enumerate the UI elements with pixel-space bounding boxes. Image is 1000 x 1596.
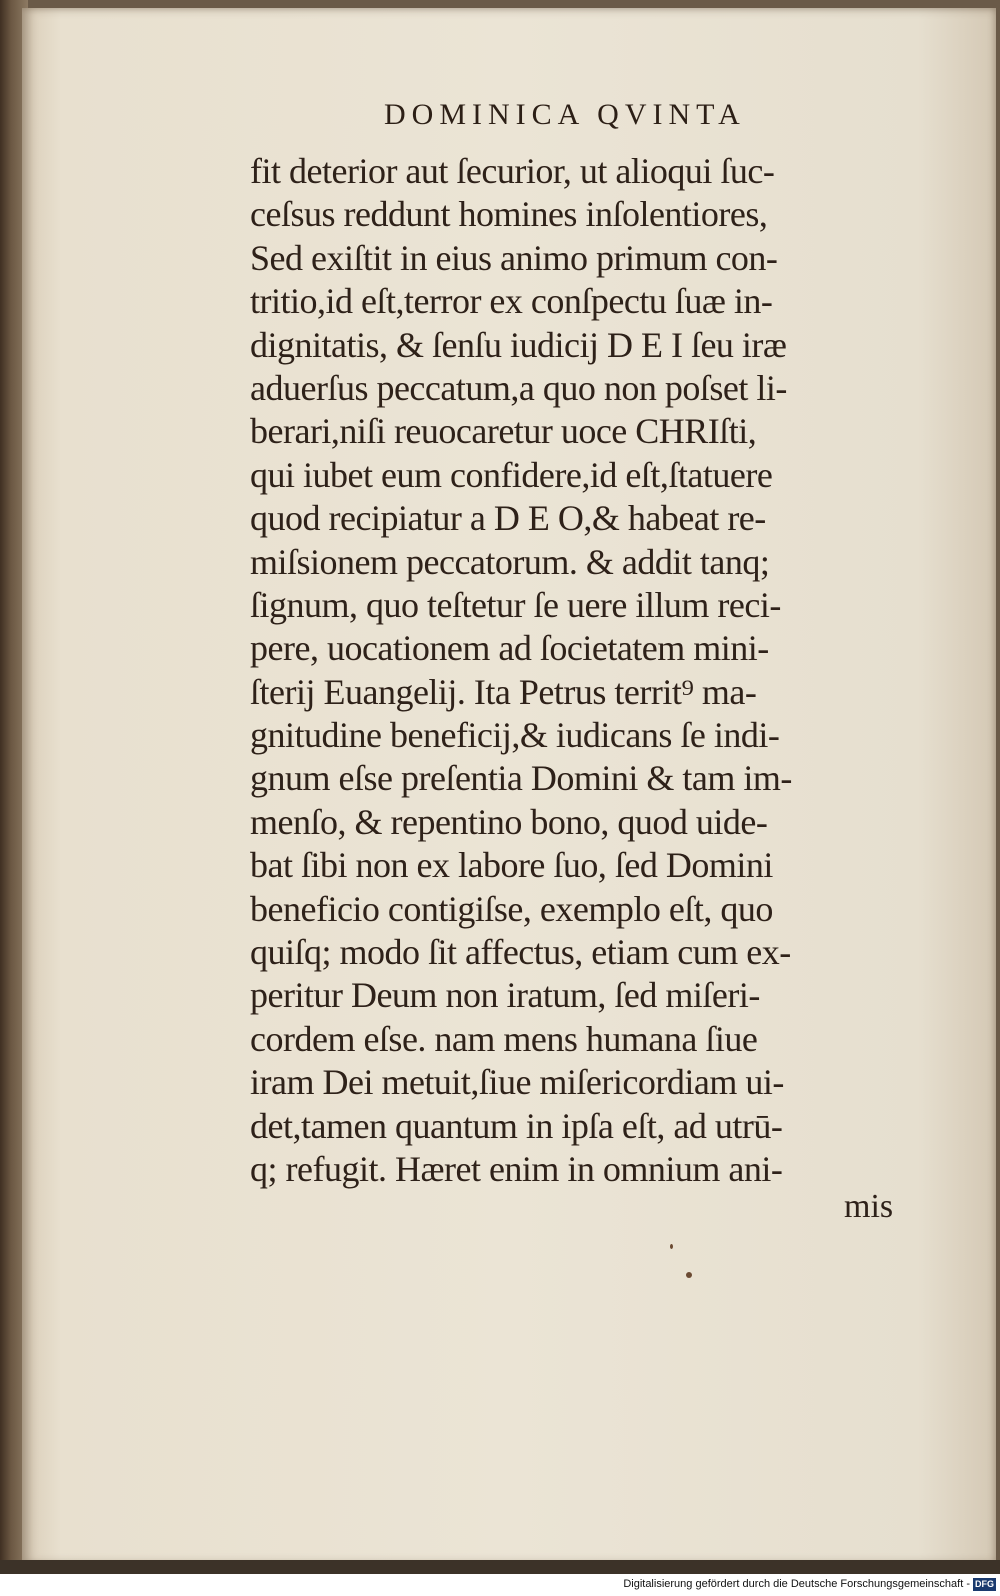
text-line: quiſq; modo ſit affectus, etiam cum ex- [250,932,791,973]
text-line: pere, uocationem ad ſocietatem mini- [250,628,769,669]
dfg-logo: DFG [975,1579,994,1589]
text-line: gnum eſse preſentia Domini & tam im- [250,758,792,799]
text-line: qui iubet eum confidere,id eſt,ſtatuere [250,454,773,495]
text-line: Sed exiſtit in eius animo primum con- [250,237,778,278]
text-line: tritio,id eſt,terror ex conſpectu ſuæ in- [250,281,773,322]
ink-speck [670,1244,673,1249]
text-line: peritur Deum non iratum, ſed miſeri- [250,975,760,1016]
text-line: berari,niſi reuocaretur uoce CHRIſti, [250,411,757,452]
text-line: fit deterior aut ſecurior, ut alioqui ſuc- [250,151,775,191]
text-line: iram Dei metuit,ſiue miſericordiam ui- [250,1062,784,1103]
digitization-credit: Digitalisierung gefördert durch die Deutsche Forschungsgemeinschaft - [623,1578,970,1590]
text-line: cordem eſse. nam mens humana ſiue [250,1018,758,1059]
text-line: dignitatis, & ſenſu iudicij D E I ſeu iræ [250,324,787,365]
text-line: beneficio contigiſse, exemplo eſt, quo [250,888,773,929]
body-text [250,150,920,1191]
text-line: bat ſibi non ex labore ſuo, ſed Domini [250,845,773,886]
text-line: aduerſus peccatum,a quo non poſset li- [250,367,787,408]
page-bottom-edge [0,1560,1000,1574]
text-line: ceſsus reddunt homines inſolentiores, [250,194,768,235]
text-line: q; refugit. Hæret enim in omnium ani- [250,1148,783,1189]
text-line: quod recipiatur a D E O,& habeat re- [250,498,766,539]
text-line: miſsionem peccatorum. & addit tanq; [250,541,770,582]
ink-speck [686,1272,692,1278]
catchword: mis [844,1188,894,1225]
text-line: ſterij Euangelij. Ita Petrus territ⁹ ma- [250,671,757,712]
running-head: DOMINICA QVINTA [384,98,746,131]
text-line: menſo, & repentino bono, quod uide- [250,801,768,842]
text-line: ſignum, quo teſtetur ſe uere illum reci- [250,584,781,625]
text-line: det,tamen quantum in ipſa eſt, ad utrū- [250,1105,783,1146]
text-line: gnitudine beneficij,& iudicans ſe indi- [250,715,780,756]
